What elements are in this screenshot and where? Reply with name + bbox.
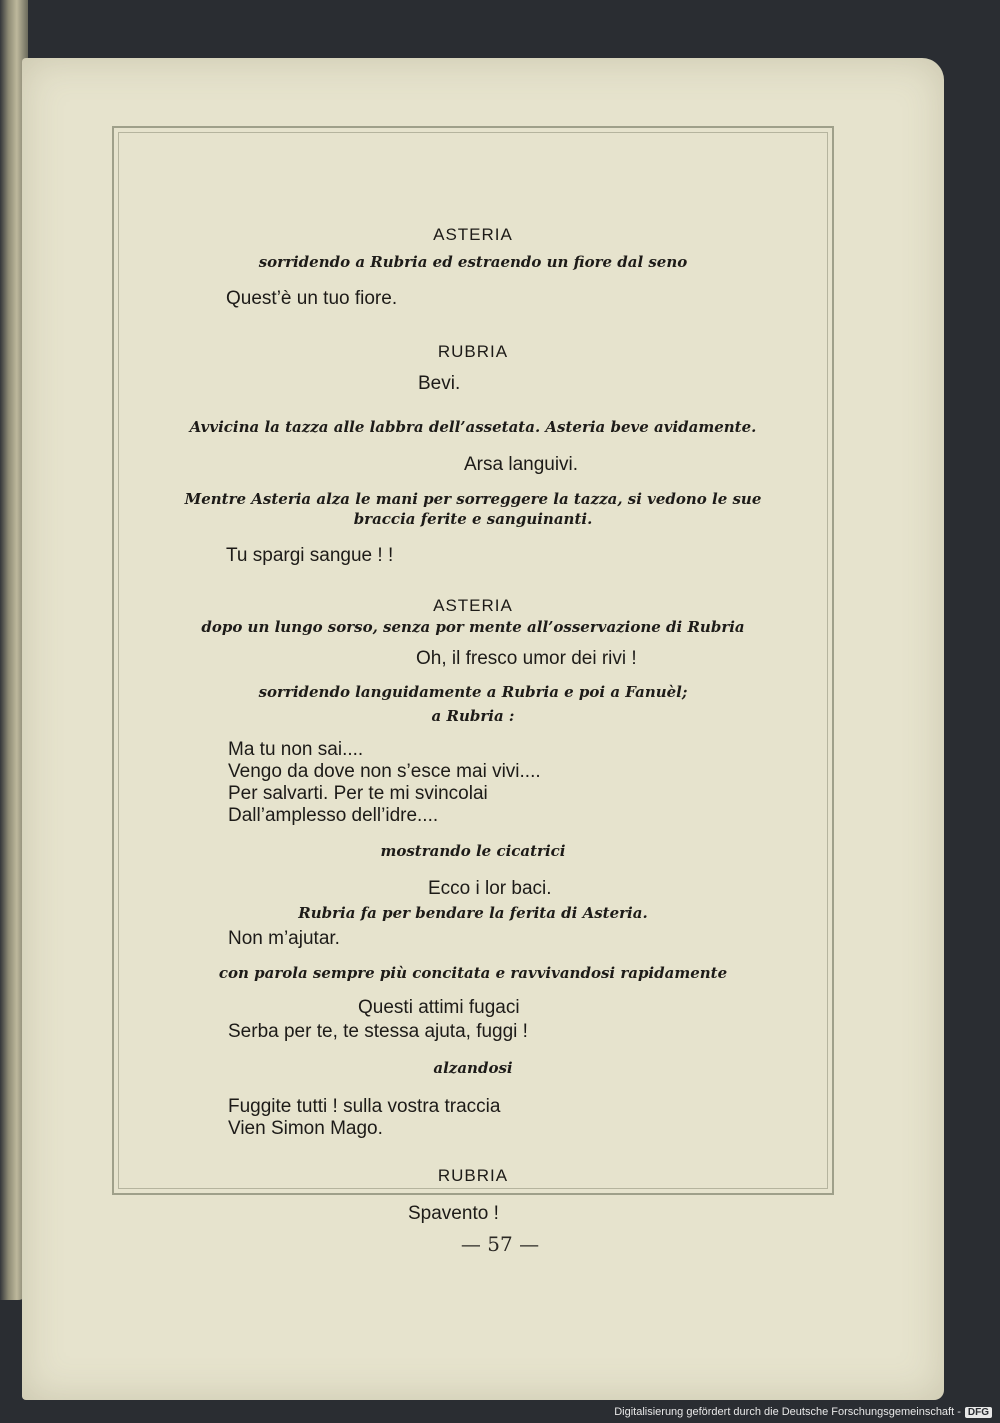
- stage-direction: Rubria fa per bendare la ferita di Asteria.: [298, 904, 648, 922]
- stage-direction: sorridendo languidamente a Rubria e poi a Fanuèl;: [258, 683, 688, 701]
- stage-direction: alzandosi: [433, 1059, 513, 1077]
- verse-line: Ecco i lor baci.: [428, 878, 552, 899]
- verse-line: Spavento !: [408, 1203, 499, 1224]
- speaker-asteria: ASTERIA: [433, 225, 513, 244]
- stage-direction: dopo un lungo sorso, senza por mente all’osservazione di Rubria: [201, 618, 745, 636]
- stage-direction: braccia ferite e sanguinanti.: [353, 510, 593, 528]
- stage-direction: mostrando le cicatrici: [380, 842, 566, 860]
- page-frame: [112, 126, 834, 1224]
- verse-line: Tu spargi sangue ! !: [226, 545, 394, 566]
- verse-line: Fuggite tutti ! sulla vostra traccia: [228, 1096, 501, 1117]
- speaker-rubria: RUBRIA: [437, 1166, 509, 1185]
- verse-line: Non m’ajutar.: [228, 928, 340, 949]
- footer-text: Digitalisierung gefördert durch die Deutsche Forschungsgemeinschaft -: [614, 1406, 961, 1418]
- stage-direction: a Rubria :: [431, 707, 515, 725]
- stage-direction: Avvicina la tazza alle labbra dell’assetata. Asteria beve avidamente.: [189, 418, 757, 436]
- speaker-rubria: RUBRIA: [437, 342, 509, 361]
- verse-line: Per salvarti. Per te mi svincolai: [228, 783, 488, 804]
- verse-line: Arsa languivi.: [464, 454, 579, 475]
- stage-direction: sorridendo a Rubria ed estraendo un fiore dal seno: [258, 253, 688, 271]
- verse-line: Dall’amplesso dell’idre....: [228, 805, 439, 826]
- book-page: [22, 58, 944, 1400]
- verse-line: Quest’è un tuo fiore.: [226, 288, 398, 309]
- verse-line: Serba per te, te stessa ajuta, fuggi !: [228, 1021, 528, 1042]
- speaker-asteria: ASTERIA: [433, 596, 513, 615]
- verse-line: Vien Simon Mago.: [228, 1118, 383, 1139]
- verse-line: Ma tu non sai....: [228, 739, 364, 760]
- page-number: — 57 —: [460, 1232, 540, 1256]
- verse-line: Questi attimi fugaci: [358, 997, 520, 1018]
- verse-line: Vengo da dove non s’esce mai vivi....: [228, 761, 541, 782]
- dfg-logo: DFG: [965, 1407, 992, 1418]
- verse-line: Bevi.: [418, 373, 461, 394]
- stage-direction: con parola sempre più concitata e ravvivandosi rapidamente: [218, 964, 728, 982]
- digitization-footer: [614, 1404, 992, 1420]
- verse-line: Oh, il fresco umor dei rivi !: [416, 648, 637, 669]
- stage-direction: Mentre Asteria alza le mani per sorreggere la tazza, si vedono le sue: [184, 490, 762, 508]
